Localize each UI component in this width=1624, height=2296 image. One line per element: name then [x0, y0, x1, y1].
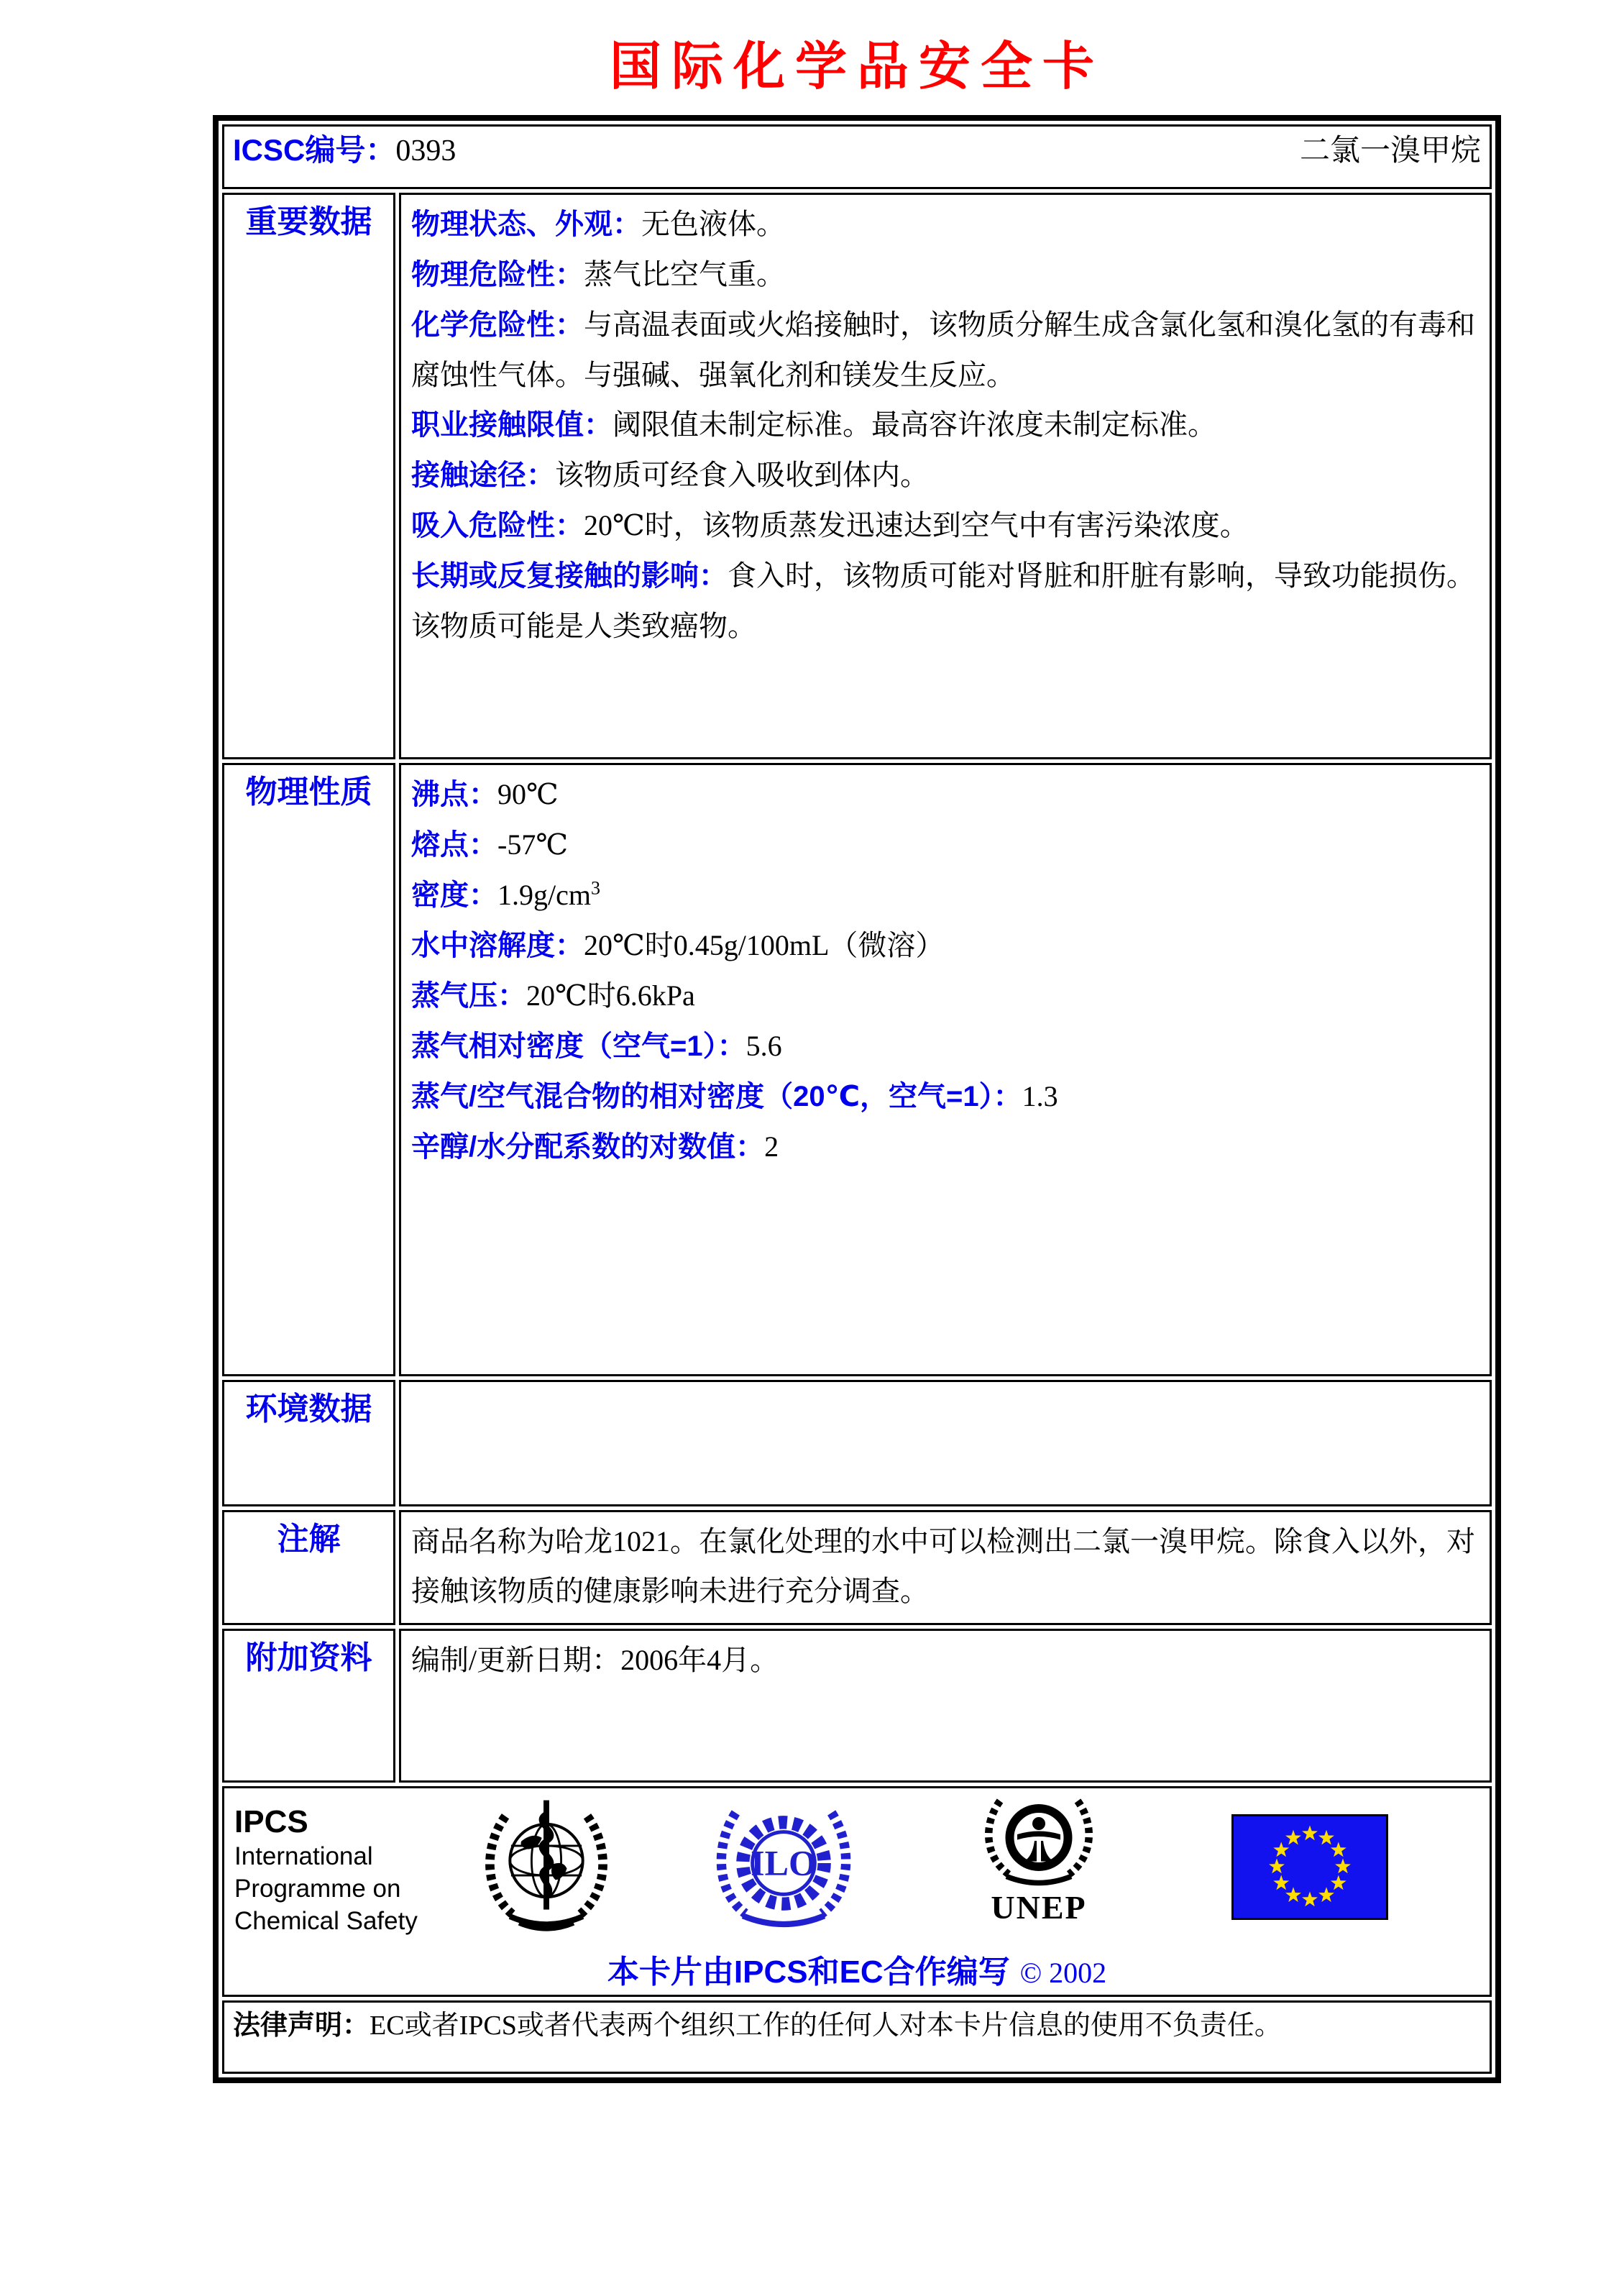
property-line: [411, 971, 1480, 1021]
density-superscript: 3: [590, 877, 600, 899]
property-label: 辛醇/水分配系数的对数值：: [411, 1131, 765, 1163]
property-line: [411, 250, 1480, 300]
unep-logo-text: UNEP: [991, 1889, 1087, 1926]
property-line: [411, 769, 1480, 820]
row-physical-properties: [222, 763, 1492, 1376]
legal-cell: [222, 2000, 1492, 2074]
icsc-card-table: [213, 115, 1501, 2083]
property-line: [411, 551, 1480, 651]
property-label: 职业接触限值：: [411, 409, 613, 441]
row-additional-info: [222, 1629, 1492, 1783]
property-value: 20℃时6.6kPa: [526, 979, 695, 1012]
logo-strip: [224, 1794, 1490, 1941]
legal-label: 法律声明：: [233, 2011, 370, 2041]
property-label: 长期或反复接触的影响：: [411, 560, 728, 592]
property-line: [411, 199, 1480, 250]
property-value: 1.3: [1022, 1080, 1058, 1112]
eu-flag-icon: [1231, 1814, 1388, 1924]
row-header: [222, 124, 1492, 189]
property-value: 90℃: [497, 778, 559, 810]
property-label: 熔点：: [411, 829, 497, 861]
caption-copyright: © 2002: [1019, 1957, 1107, 1989]
logos-cell: [222, 1786, 1492, 1997]
property-line: [411, 820, 1480, 870]
icsc-number-label: ICSC编号：: [233, 133, 396, 167]
property-label: 密度：: [411, 879, 497, 911]
ipcs-acronym: IPCS: [234, 1804, 308, 1839]
important-data-row-label: 重要数据: [222, 193, 395, 759]
property-label: 物理危险性：: [411, 259, 584, 291]
additional-info-row-label: 附加资料: [222, 1629, 395, 1783]
logos-caption: [224, 1946, 1490, 1992]
property-line: [411, 1021, 1480, 1071]
ilo-logo-icon: [712, 1798, 855, 1939]
property-line: [411, 870, 1480, 920]
property-label: 物理状态、外观：: [411, 209, 641, 240]
property-value: -57℃: [497, 828, 569, 861]
property-line: [411, 500, 1480, 551]
additional-info-content: 编制/更新日期：2006年4月。: [399, 1629, 1492, 1783]
caption-text: 本卡片由IPCS和EC合作编写: [607, 1954, 1010, 1990]
property-line: [411, 450, 1480, 500]
important-data-content: [399, 193, 1492, 759]
property-value: 蒸气比空气重。: [584, 258, 785, 291]
property-line: [411, 300, 1480, 400]
property-line: [411, 1071, 1480, 1122]
property-label: 蒸气压：: [411, 980, 526, 1012]
property-line: [411, 1122, 1480, 1172]
property-value: 20℃时0.45g/100mL（微溶）: [584, 929, 945, 961]
ipcs-line: International: [234, 1842, 373, 1870]
ipcs-line: Programme on: [234, 1875, 401, 1903]
notes-content: 商品名称为哈龙1021。在氯化处理的水中可以检测出二氯一溴甲烷。除食入以外，对接触该物质的健康影响未进行充分调查。: [399, 1510, 1492, 1625]
property-label: 水中溶解度：: [411, 930, 584, 961]
property-value: 该物质可经食入吸收到体内。: [555, 459, 929, 491]
page-title: 国际化学品安全卡: [609, 38, 1104, 96]
environmental-data-row-label: 环境数据: [222, 1380, 395, 1506]
legal-text: EC或者IPCS或者代表两个组织工作的任何人对本卡片信息的使用不负责任。: [370, 2011, 1282, 2041]
property-value: 阈限值未制定标准。最高容许浓度未制定标准。: [613, 408, 1216, 441]
property-label: 接触途径：: [411, 459, 555, 491]
physical-properties-row-label: 物理性质: [222, 763, 395, 1376]
property-label: 蒸气/空气混合物的相对密度（20℃，空气=1）：: [411, 1081, 1022, 1112]
property-label: 化学危险性：: [411, 309, 584, 341]
notes-row-label: 注解: [222, 1510, 395, 1625]
row-legal: [222, 2000, 1492, 2074]
environmental-data-content: [399, 1380, 1492, 1506]
property-value: 2: [764, 1130, 779, 1163]
property-value: 5.6: [746, 1030, 782, 1062]
property-value: 与高温表面或火焰接触时，该物质分解生成含氯化氢和溴化氢的有毒和腐蚀性气体。与强碱、强氧化剂和镁发生反应。: [411, 308, 1475, 391]
property-value: 1.9g/cm: [497, 879, 591, 911]
row-important-data: [222, 193, 1492, 759]
property-label: 沸点：: [411, 779, 497, 810]
property-label: 蒸气相对密度（空气=1）：: [411, 1030, 746, 1062]
ipcs-text-block: [234, 1804, 464, 1937]
property-value: 无色液体。: [641, 208, 785, 240]
property-value: 食入时，该物质可能对肾脏和肝脏有影响，导致功能损伤。该物质可能是人类致癌物。: [411, 559, 1475, 642]
property-value: 20℃时，该物质蒸发迅速达到空气中有害污染浓度。: [584, 509, 1249, 541]
row-notes: [222, 1510, 1492, 1625]
row-logos: [222, 1786, 1492, 1997]
svg-text:ILO: ILO: [751, 1842, 817, 1883]
property-line: [411, 400, 1480, 450]
physical-properties-content: [399, 763, 1492, 1376]
chemical-name: 二氯一溴甲烷: [1299, 134, 1481, 168]
header-cell: [222, 124, 1492, 189]
property-label: 吸入危险性：: [411, 510, 584, 541]
icsc-number-value: 0393: [395, 134, 457, 168]
ipcs-line: Chemical Safety: [234, 1907, 418, 1935]
icsc-number-group: [233, 127, 456, 170]
who-logo-icon: [478, 1796, 615, 1943]
unep-logo-icon: [974, 1794, 1104, 1924]
property-line: [411, 920, 1480, 971]
row-environmental-data: [222, 1380, 1492, 1506]
